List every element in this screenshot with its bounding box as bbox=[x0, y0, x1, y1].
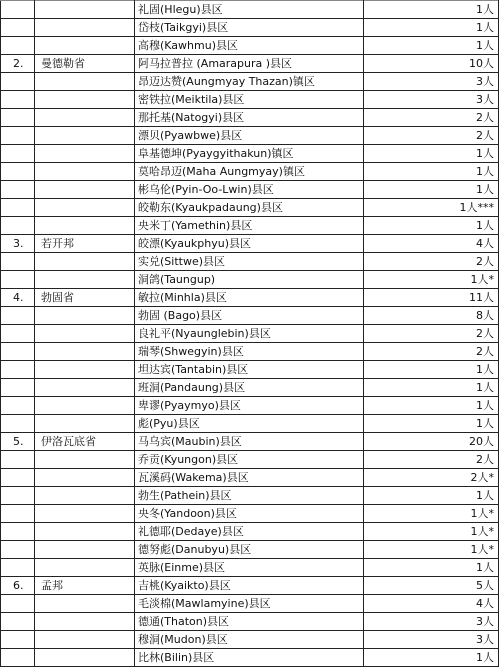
row-number bbox=[1, 199, 35, 217]
province-name bbox=[35, 451, 135, 469]
table-row bbox=[1, 325, 499, 343]
province-name bbox=[35, 397, 135, 415]
township-name: 穆洞(Mudon)县区 bbox=[135, 631, 364, 649]
table-row bbox=[1, 199, 499, 217]
township-name: 皎漂(Kyaukphyu)县区 bbox=[135, 235, 364, 253]
township-name: 漂贝(Pyawbwe)县区 bbox=[135, 127, 364, 145]
row-number bbox=[1, 613, 35, 631]
province-name bbox=[35, 73, 135, 91]
table-row bbox=[1, 181, 499, 199]
township-name: 德努彪(Danubyu)县区 bbox=[135, 541, 364, 559]
table-row bbox=[1, 559, 499, 577]
person-count: 1人* bbox=[364, 505, 499, 523]
township-name: 瑞琴(Shwegyin)县区 bbox=[135, 343, 364, 361]
township-name: 勃生(Pathein)县区 bbox=[135, 487, 364, 505]
person-count: 20人 bbox=[364, 433, 499, 451]
row-number bbox=[1, 343, 35, 361]
person-count: 1人*** bbox=[364, 199, 499, 217]
township-name: 阿马拉普拉 (Amarapura )县区 bbox=[135, 55, 364, 73]
person-count: 1人 bbox=[364, 145, 499, 163]
township-name: 良礼平(Nyaunglebin)县区 bbox=[135, 325, 364, 343]
row-number bbox=[1, 631, 35, 649]
province-name bbox=[35, 379, 135, 397]
township-name: 卑谬(Pyaymyo)县区 bbox=[135, 397, 364, 415]
row-number bbox=[1, 181, 35, 199]
province-name bbox=[35, 1, 135, 19]
row-number bbox=[1, 649, 35, 667]
province-name bbox=[35, 415, 135, 433]
person-count: 1人 bbox=[364, 361, 499, 379]
table-row bbox=[1, 253, 499, 271]
row-number bbox=[1, 397, 35, 415]
township-name: 央米丁(Yamethin)县区 bbox=[135, 217, 364, 235]
row-number bbox=[1, 73, 35, 91]
row-number bbox=[1, 37, 35, 55]
province-name bbox=[35, 145, 135, 163]
table-row bbox=[1, 451, 499, 469]
province-name bbox=[35, 181, 135, 199]
table-row bbox=[1, 523, 499, 541]
person-count: 2人 bbox=[364, 325, 499, 343]
table-row bbox=[1, 613, 499, 631]
person-count: 1人 bbox=[364, 559, 499, 577]
table-row bbox=[1, 307, 499, 325]
person-count: 2人 bbox=[364, 253, 499, 271]
table-row bbox=[1, 631, 499, 649]
province-name bbox=[35, 361, 135, 379]
table-row bbox=[1, 235, 499, 253]
person-count: 3人 bbox=[364, 631, 499, 649]
township-name: 毛淡棉(Mawlamyine)县区 bbox=[135, 595, 364, 613]
province-name bbox=[35, 127, 135, 145]
person-count: 1人* bbox=[364, 541, 499, 559]
province-name bbox=[35, 649, 135, 667]
province-name: 孟邦 bbox=[35, 577, 135, 595]
row-number bbox=[1, 541, 35, 559]
person-count: 2人 bbox=[364, 451, 499, 469]
person-count: 1人 bbox=[364, 415, 499, 433]
province-name bbox=[35, 253, 135, 271]
row-number bbox=[1, 487, 35, 505]
province-name bbox=[35, 163, 135, 181]
province-name bbox=[35, 37, 135, 55]
row-number: 4. bbox=[1, 289, 35, 307]
row-number bbox=[1, 163, 35, 181]
township-name: 坦达宾(Tantabin)县区 bbox=[135, 361, 364, 379]
table-row bbox=[1, 505, 499, 523]
province-name: 勃固省 bbox=[35, 289, 135, 307]
person-count: 1人* bbox=[364, 523, 499, 541]
table-row bbox=[1, 37, 499, 55]
province-name bbox=[35, 217, 135, 235]
province-name bbox=[35, 109, 135, 127]
table-body bbox=[1, 1, 499, 667]
township-name: 央冬(Yandoon)县区 bbox=[135, 505, 364, 523]
province-name bbox=[35, 343, 135, 361]
row-number: 6. bbox=[1, 577, 35, 595]
person-count: 1人 bbox=[364, 181, 499, 199]
table-row bbox=[1, 55, 499, 73]
table-row bbox=[1, 145, 499, 163]
person-count: 2人 bbox=[364, 127, 499, 145]
province-name bbox=[35, 505, 135, 523]
person-count: 2人* bbox=[364, 469, 499, 487]
province-name bbox=[35, 487, 135, 505]
table-row bbox=[1, 289, 499, 307]
person-count: 1人 bbox=[364, 163, 499, 181]
province-name bbox=[35, 19, 135, 37]
row-number bbox=[1, 451, 35, 469]
person-count: 11人 bbox=[364, 289, 499, 307]
table-row bbox=[1, 163, 499, 181]
township-name: 莫哈昂迈(Maha Aungmyay)镇区 bbox=[135, 163, 364, 181]
table-row bbox=[1, 91, 499, 109]
row-number bbox=[1, 307, 35, 325]
province-name: 伊洛瓦底省 bbox=[35, 433, 135, 451]
row-number bbox=[1, 595, 35, 613]
table-row bbox=[1, 19, 499, 37]
province-name bbox=[35, 271, 135, 289]
township-name: 礼德耶(Dedaye)县区 bbox=[135, 523, 364, 541]
person-count: 2人 bbox=[364, 109, 499, 127]
township-name: 礼固(Hlegu)县区 bbox=[135, 1, 364, 19]
township-name: 洞鸽(Taungup) bbox=[135, 271, 364, 289]
township-name: 英脉(Einme)县区 bbox=[135, 559, 364, 577]
province-name bbox=[35, 469, 135, 487]
township-name: 吉桃(Kyaikto)县区 bbox=[135, 577, 364, 595]
township-name: 皎勒东(Kyaukpadaung)县区 bbox=[135, 199, 364, 217]
row-number bbox=[1, 505, 35, 523]
township-name: 彬乌伦(Pyin-Oo-Lwin)县区 bbox=[135, 181, 364, 199]
person-count: 3人 bbox=[364, 73, 499, 91]
township-name: 阜基德坤(Pyaygyithakun)镇区 bbox=[135, 145, 364, 163]
province-name bbox=[35, 91, 135, 109]
person-count: 3人 bbox=[364, 91, 499, 109]
province-name bbox=[35, 595, 135, 613]
row-number: 5. bbox=[1, 433, 35, 451]
table-row bbox=[1, 343, 499, 361]
province-name bbox=[35, 307, 135, 325]
row-number bbox=[1, 217, 35, 235]
table-row bbox=[1, 595, 499, 613]
province-name bbox=[35, 541, 135, 559]
table-row bbox=[1, 217, 499, 235]
table-row bbox=[1, 1, 499, 19]
table-row bbox=[1, 271, 499, 289]
person-count: 1人* bbox=[364, 271, 499, 289]
township-name: 那托基(Natogyi)县区 bbox=[135, 109, 364, 127]
township-name: 班洞(Pandaung)县区 bbox=[135, 379, 364, 397]
person-count: 4人 bbox=[364, 595, 499, 613]
table-row bbox=[1, 433, 499, 451]
person-count: 2人 bbox=[364, 343, 499, 361]
row-number bbox=[1, 145, 35, 163]
row-number bbox=[1, 19, 35, 37]
table-row bbox=[1, 73, 499, 91]
row-number bbox=[1, 361, 35, 379]
row-number bbox=[1, 1, 35, 19]
table-row bbox=[1, 109, 499, 127]
person-count: 4人 bbox=[364, 235, 499, 253]
township-name: 瓦溪码(Wakema)县区 bbox=[135, 469, 364, 487]
township-name: 高穆(Kawhmu)县区 bbox=[135, 37, 364, 55]
person-count: 8人 bbox=[364, 307, 499, 325]
person-count: 1人 bbox=[364, 37, 499, 55]
table-row bbox=[1, 415, 499, 433]
township-name: 德通(Thaton)县区 bbox=[135, 613, 364, 631]
row-number: 2. bbox=[1, 55, 35, 73]
row-number bbox=[1, 469, 35, 487]
table-row bbox=[1, 487, 499, 505]
row-number bbox=[1, 523, 35, 541]
person-count: 3人 bbox=[364, 613, 499, 631]
row-number bbox=[1, 379, 35, 397]
row-number bbox=[1, 325, 35, 343]
province-name bbox=[35, 325, 135, 343]
province-name bbox=[35, 523, 135, 541]
person-count: 10人 bbox=[364, 55, 499, 73]
province-name bbox=[35, 613, 135, 631]
row-number bbox=[1, 415, 35, 433]
table-row bbox=[1, 541, 499, 559]
table-row bbox=[1, 397, 499, 415]
table-row bbox=[1, 127, 499, 145]
township-name: 比林(Bilin)县区 bbox=[135, 649, 364, 667]
township-name: 岱枝(Taikgyi)县区 bbox=[135, 19, 364, 37]
township-name: 实兑(Sittwe)县区 bbox=[135, 253, 364, 271]
province-name bbox=[35, 559, 135, 577]
township-name: 敏拉(Minhla)县区 bbox=[135, 289, 364, 307]
person-count: 1人 bbox=[364, 1, 499, 19]
township-name: 马乌宾(Maubin)县区 bbox=[135, 433, 364, 451]
table-row bbox=[1, 361, 499, 379]
township-name: 昂迈达赞(Aungmyay Thazan)镇区 bbox=[135, 73, 364, 91]
person-count: 1人 bbox=[364, 379, 499, 397]
province-name bbox=[35, 199, 135, 217]
person-count: 1人 bbox=[364, 649, 499, 667]
province-name: 若开邦 bbox=[35, 235, 135, 253]
row-number bbox=[1, 127, 35, 145]
row-number: 3. bbox=[1, 235, 35, 253]
table-row bbox=[1, 379, 499, 397]
row-number bbox=[1, 271, 35, 289]
person-count: 1人 bbox=[364, 217, 499, 235]
township-name: 勃固 (Bago)县区 bbox=[135, 307, 364, 325]
township-name: 密铁拉(Meiktila)县区 bbox=[135, 91, 364, 109]
township-name: 彪(Pyu)县区 bbox=[135, 415, 364, 433]
province-name bbox=[35, 631, 135, 649]
row-number bbox=[1, 253, 35, 271]
person-count: 1人 bbox=[364, 19, 499, 37]
township-name: 乔贡(Kyungon)县区 bbox=[135, 451, 364, 469]
person-count: 5人 bbox=[364, 577, 499, 595]
table-row bbox=[1, 469, 499, 487]
row-number bbox=[1, 559, 35, 577]
province-name: 曼德勒省 bbox=[35, 55, 135, 73]
row-number bbox=[1, 91, 35, 109]
table-row bbox=[1, 649, 499, 667]
person-count: 1人 bbox=[364, 397, 499, 415]
table-row bbox=[1, 577, 499, 595]
person-count: 1人 bbox=[364, 487, 499, 505]
row-number bbox=[1, 109, 35, 127]
